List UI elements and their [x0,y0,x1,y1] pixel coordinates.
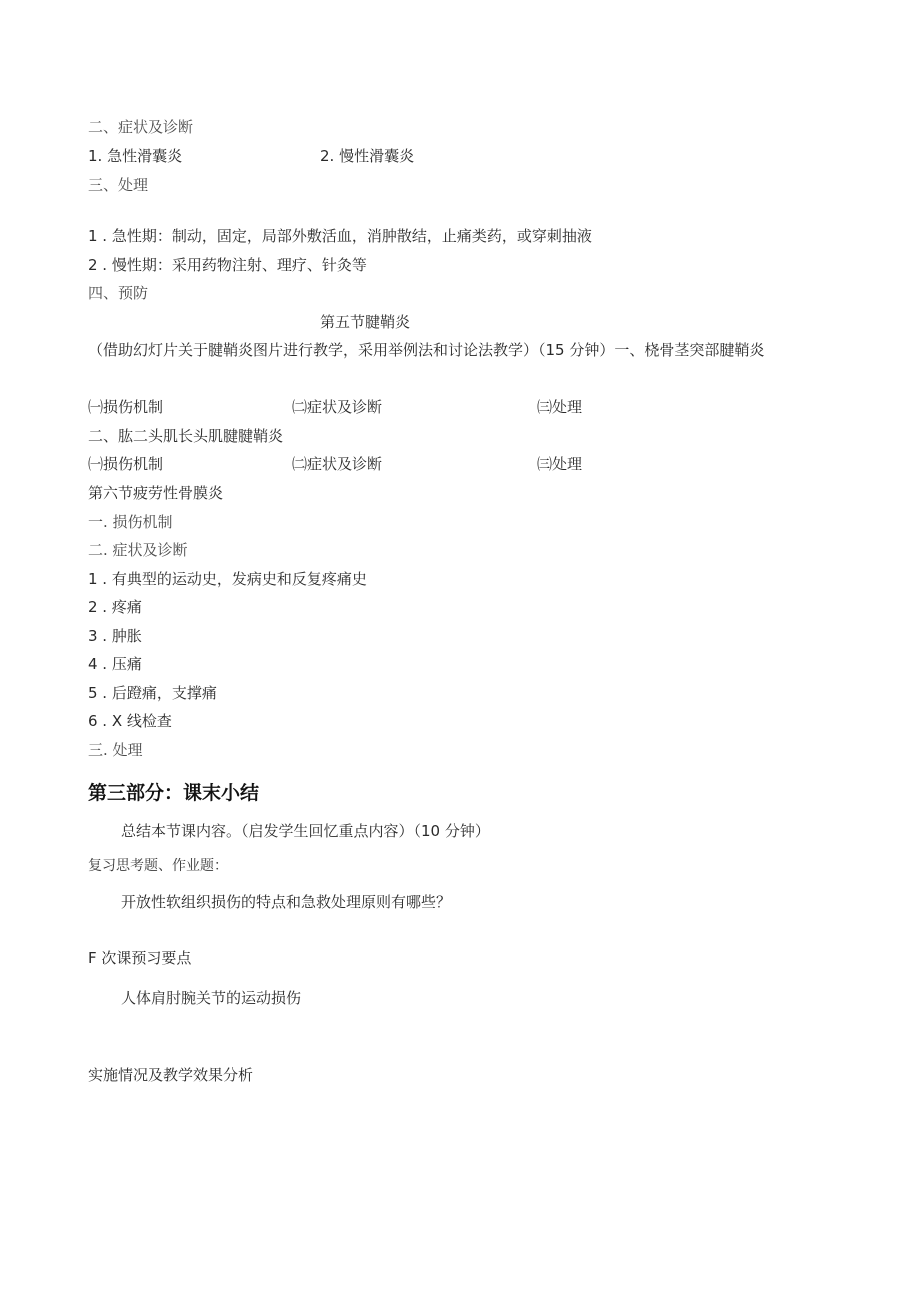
implementation-analysis-label: 实施情况及教学效果分析 [88,1066,254,1084]
list-item: 2 . 疼痛 [88,598,142,616]
review-questions-label: 复习思考题、作业题： [88,858,228,874]
heading-treatment: 三. 处理 [88,741,143,759]
sub-item-treatment: ㈢处理 [537,455,583,473]
sub-item-treatment: ㈢处理 [537,398,583,416]
teaching-note-paragraph: （借助幻灯片关于腱鞘炎图片进行教学，采用举例法和讨论法教学）（15 分钟）一、桡骨茎突部腱鞘炎 [88,341,765,359]
section-heading-biceps-tenosynovitis: 二、肱二头肌长头肌腱腱鞘炎 [88,427,284,445]
next-class-preview-text: 人体肩肘腕关节的运动损伤 [121,989,302,1007]
summary-text: 总结本节课内容。（启发学生回忆重点内容）（10 分钟） [121,822,490,840]
section-title-periostitis: 第六节疲劳性骨膜炎 [88,484,224,502]
heading-symptoms: 二. 症状及诊断 [88,541,188,559]
list-item: 5 . 后蹬痛，支撑痛 [88,684,217,702]
section-title-tenosynovitis: 第五节腱鞘炎 [320,313,411,331]
list-item: 4 . 压痛 [88,655,142,673]
section-heading-prevention: 四、预防 [88,284,149,302]
sub-item-injury-mechanism: ㈠损伤机制 [88,455,164,473]
sub-item-symptoms: ㈡症状及诊断 [292,455,383,473]
review-question-text: 开放性软组织损伤的特点和急救处理原则有哪些？ [121,893,452,911]
treatment-chronic-line: 2 . 慢性期：采用药物注射、理疗、针灸等 [88,256,367,274]
part-three-heading: 第三部分：课末小结 [88,783,260,804]
sub-item-injury-mechanism: ㈠损伤机制 [88,398,164,416]
list-item: 3 . 肿胀 [88,627,142,645]
item-acute-bursitis: 1. 急性滑囊炎 [88,147,183,165]
treatment-acute-line: 1 . 急性期：制动，固定，局部外敷活血，消肿散结，止痛类药，或穿刺抽液 [88,227,592,245]
heading-injury-mechanism: 一. 损伤机制 [88,513,173,531]
item-chronic-bursitis: 2. 慢性滑囊炎 [320,147,415,165]
list-item: 1 . 有典型的运动史，发病史和反复疼痛史 [88,570,367,588]
section-heading-treatment: 三、处理 [88,176,149,194]
list-item: 6 . X 线检查 [88,712,172,730]
sub-item-symptoms: ㈡症状及诊断 [292,398,383,416]
next-class-preview-label: F 次课预习要点 [88,949,192,967]
section-heading-symptoms: 二、症状及诊断 [88,118,194,136]
